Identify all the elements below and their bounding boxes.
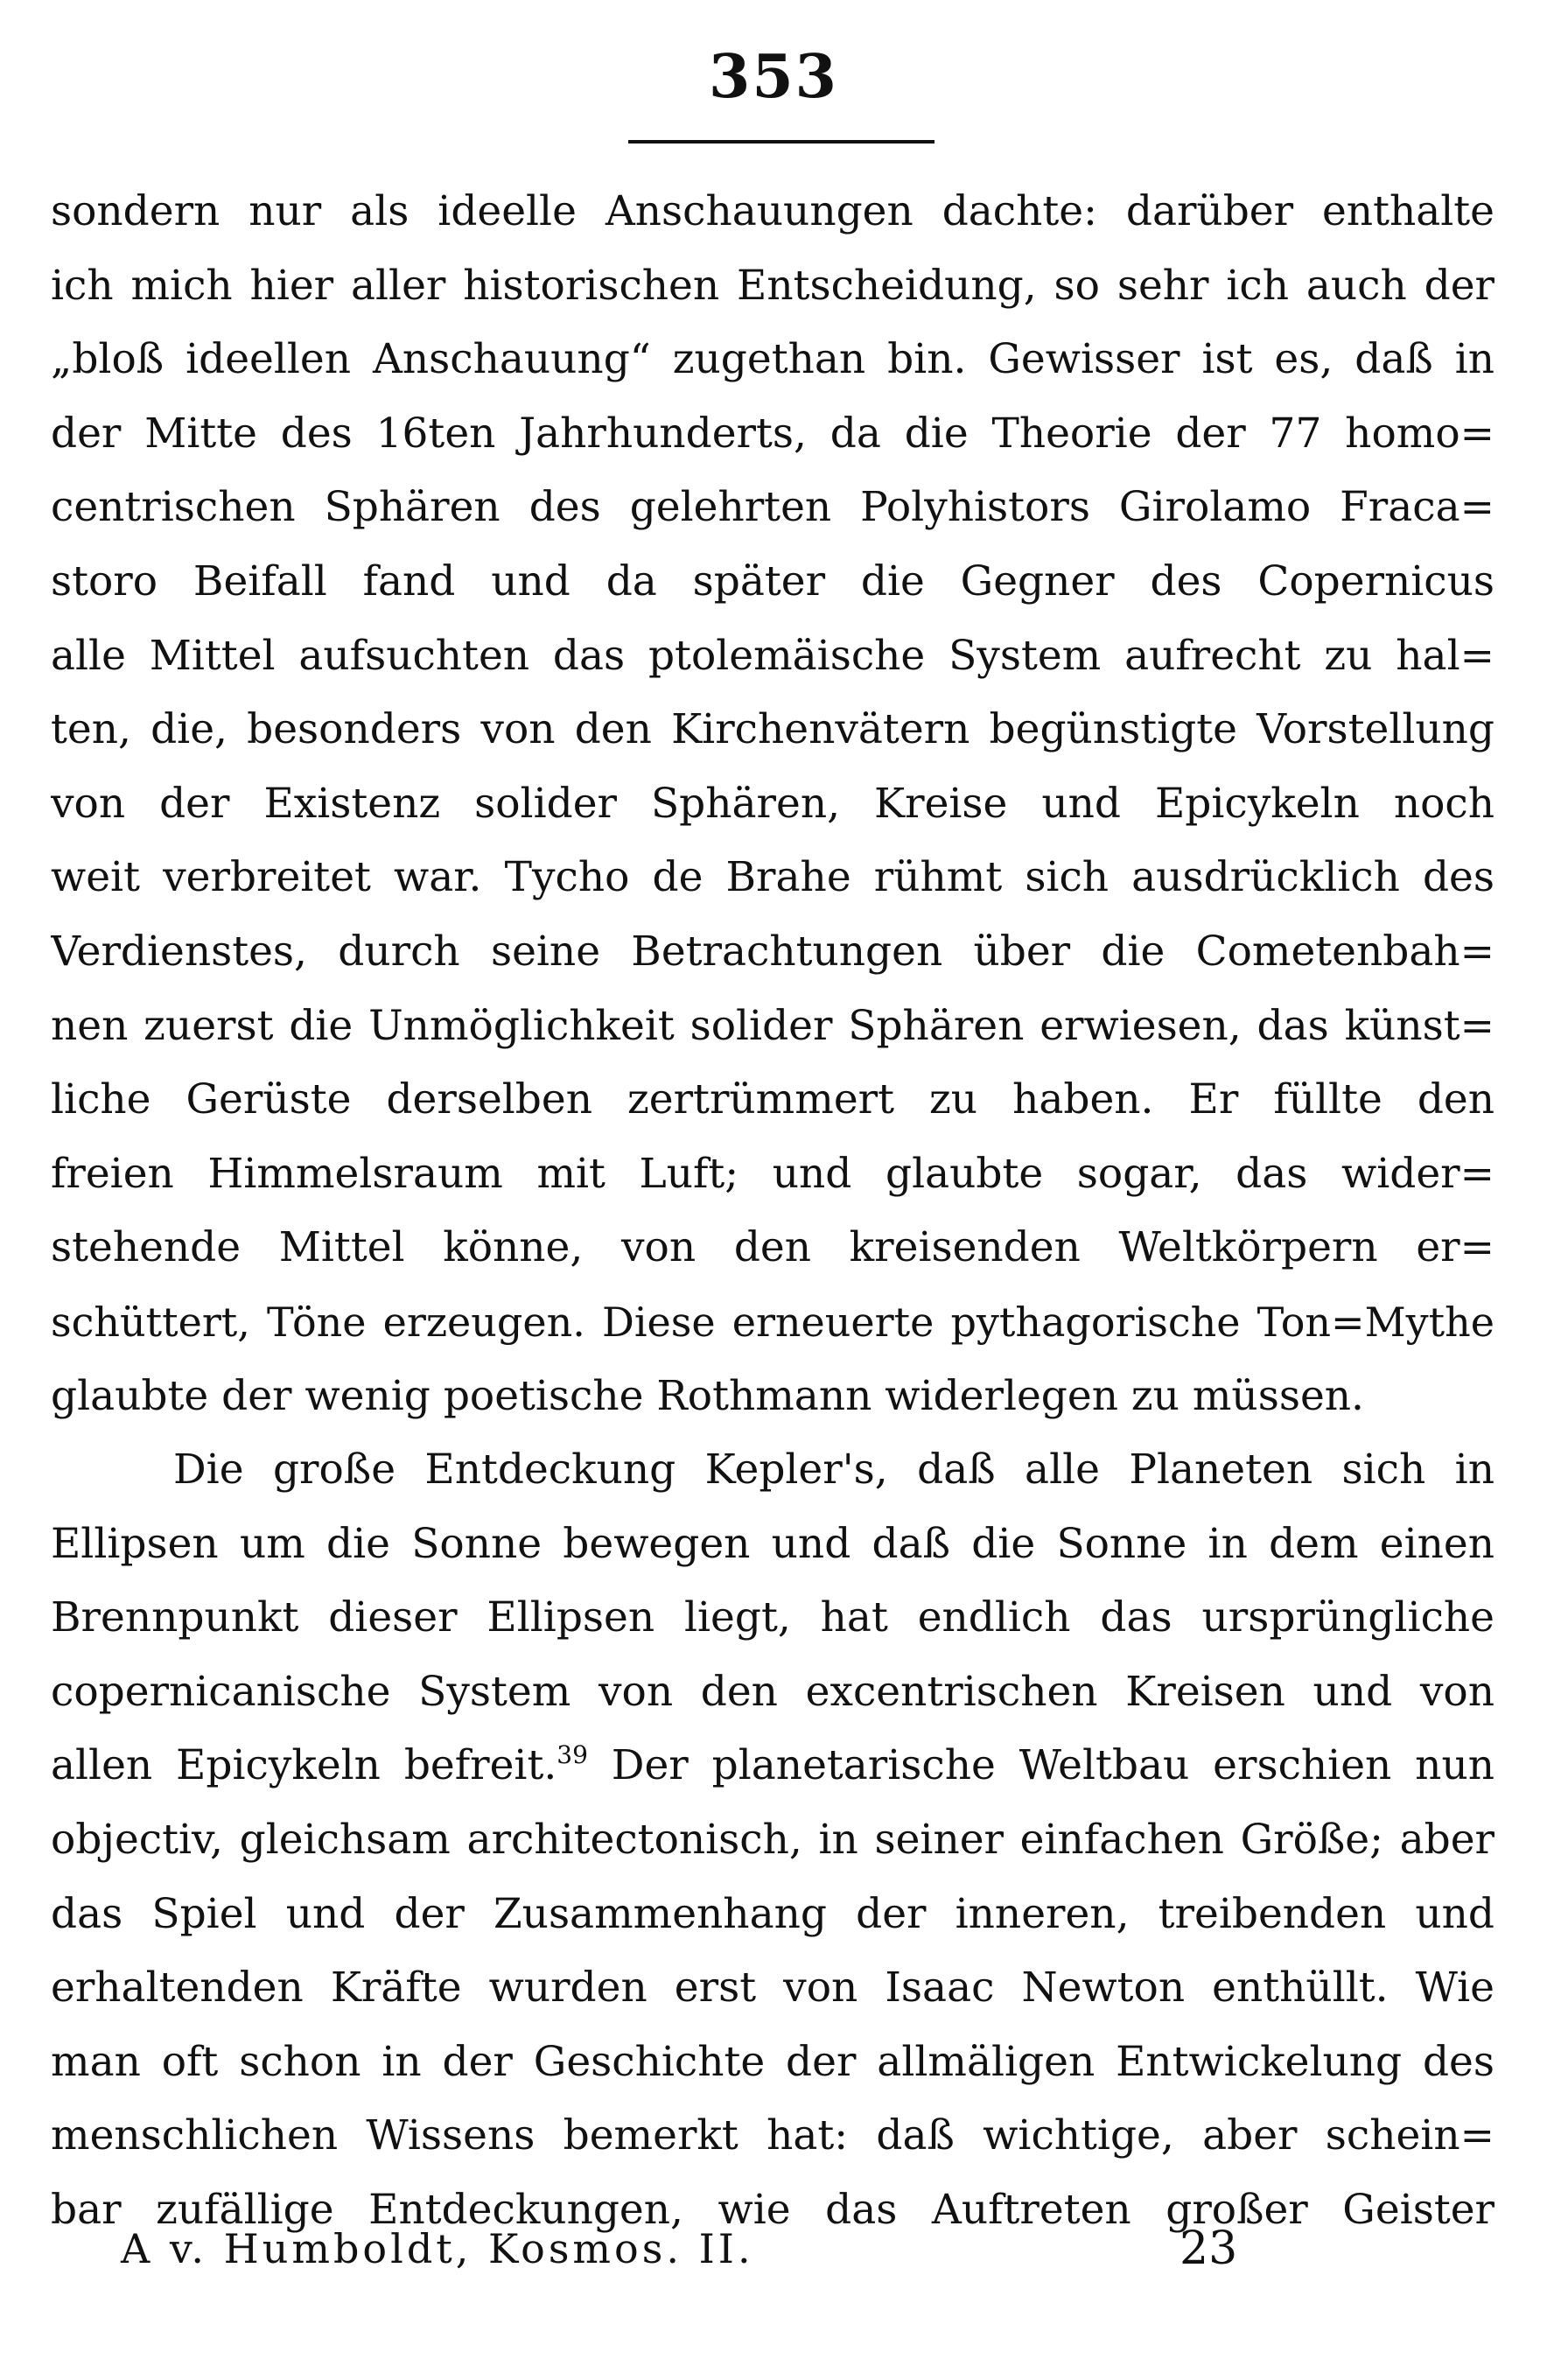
text-line-content: Ellipsen um die Sonne bewegen und daß die Sonne in dem einen <box>51 1519 1494 1568</box>
text-line <box>51 1656 1494 1730</box>
text-line-content: schüttert, Töne erzeugen. Diese erneuerte pythagorische Ton=Mythe <box>51 1298 1494 1346</box>
text-line-content: alle Mittel aufsuchten das ptolemäische System aufrecht zu hal= <box>51 631 1494 680</box>
text-line <box>51 915 1494 990</box>
text-line-continuation: Der planetarische Weltbau erschien nun <box>587 1741 1494 1790</box>
text-line <box>51 1581 1494 1656</box>
text-line-content: copernicanische System von den excentrischen Kreisen und von <box>51 1667 1494 1716</box>
text-line-content: centrischen Sphären des gelehrten Polyhistors Girolamo Fraca= <box>51 483 1494 532</box>
text-line-content: weit verbreitet war. Tycho de Brahe rühmt sich ausdrücklich des <box>51 853 1494 902</box>
text-line-content: der Mitte des 16ten Jahrhunderts, da die Theorie der 77 homo= <box>51 409 1494 458</box>
text-line-content: bar zufällige Entdeckungen, wie das Auftreten großer Geister <box>51 2186 1494 2235</box>
text-line-content: Die große Entdeckung Kepler's, daß alle Planeten sich in <box>173 1446 1494 1494</box>
text-line-content: Brennpunkt dieser Ellipsen liegt, hat endlich das ursprüngliche <box>51 1593 1494 1642</box>
text-line-content: „bloß ideellen Anschauung“ zugethan bin. Gewisser ist es, daß in <box>51 335 1494 384</box>
text-line-content: nen zuerst die Unmöglichkeit solider Sphären erwiesen, das künst= <box>51 1001 1494 1050</box>
text-line-content: man oft schon in der Geschichte der allmäligen Entwickelung des <box>51 2037 1494 2086</box>
text-line <box>51 323 1494 397</box>
text-line-content: das Spiel und der Zusammenhang der inneren, treibenden und <box>51 1889 1494 1938</box>
text-line-content: glaubte der wenig poetische Rothmann widerlegen zu müssen. <box>51 1371 1364 1420</box>
text-line <box>51 1803 1494 1878</box>
text-line <box>51 767 1494 842</box>
sheet-number: 23 <box>1180 2222 1238 2275</box>
text-line <box>51 249 1494 324</box>
text-line <box>51 1211 1494 1285</box>
text-line <box>51 1063 1494 1138</box>
text-line-content: ich mich hier aller historischen Entscheidung, so sehr ich auch der <box>51 261 1494 310</box>
text-line <box>51 1285 1494 1360</box>
text-line-content: objectiv, gleichsam architectonisch, in seiner einfachen Größe; aber <box>51 1816 1494 1865</box>
text-line <box>51 990 1494 1064</box>
text-line <box>51 2026 1494 2100</box>
body-text <box>51 175 1494 2248</box>
text-line <box>51 397 1494 472</box>
text-line <box>51 620 1494 694</box>
footnote-reference[interactable]: 39 <box>556 1740 588 1770</box>
text-line <box>51 175 1494 249</box>
text-line-content: storo Beifall fand und da später die Gegner des Copernicus <box>51 556 1494 606</box>
text-line <box>51 1951 1494 2026</box>
text-line <box>51 545 1494 620</box>
text-line <box>51 841 1494 915</box>
text-line <box>51 471 1494 545</box>
page-footer <box>51 2214 1494 2284</box>
header-rule <box>628 140 934 144</box>
text-line-content: ten, die, besonders von den Kirchenvätern begünstigte Vorstellung <box>51 705 1494 754</box>
text-line <box>51 1138 1494 1212</box>
text-line-content: stehende Mittel könne, von den kreisenden Weltkörpern er= <box>51 1223 1494 1272</box>
text-line-content: Verdienstes, durch seine Betrachtungen über die Cometenbah= <box>51 927 1494 976</box>
text-line-content: menschlichen Wissens bemerkt hat: daß wichtige, aber schein= <box>51 2111 1494 2160</box>
text-line-content: von der Existenz solider Sphären, Kreise und Epicykeln noch <box>51 779 1494 828</box>
text-line-content: freien Himmelsraum mit Luft; und glaubte sogar, das wider= <box>51 1149 1494 1198</box>
text-line <box>51 1433 1494 1508</box>
text-line-content: erhaltenden Kräfte wurden erst von Isaac Newton enthüllt. Wie <box>51 1964 1494 2012</box>
text-line <box>51 1878 1494 1952</box>
text-line-content: allen Epicykeln befreit. <box>51 1741 557 1790</box>
text-line <box>51 1729 1494 1803</box>
text-line <box>51 693 1494 767</box>
page-number: 353 <box>709 42 838 112</box>
text-line <box>51 1360 1494 1434</box>
text-line-content: liche Gerüste derselben zertrümmert zu haben. Er füllte den <box>51 1075 1494 1124</box>
text-line-content: sondern nur als ideelle Anschauungen dachte: darüber enthalte <box>51 187 1494 235</box>
text-line <box>51 1508 1494 1582</box>
footer-signature: A v. Humboldt, Kosmos. II. <box>121 2225 754 2272</box>
text-line <box>51 2099 1494 2174</box>
